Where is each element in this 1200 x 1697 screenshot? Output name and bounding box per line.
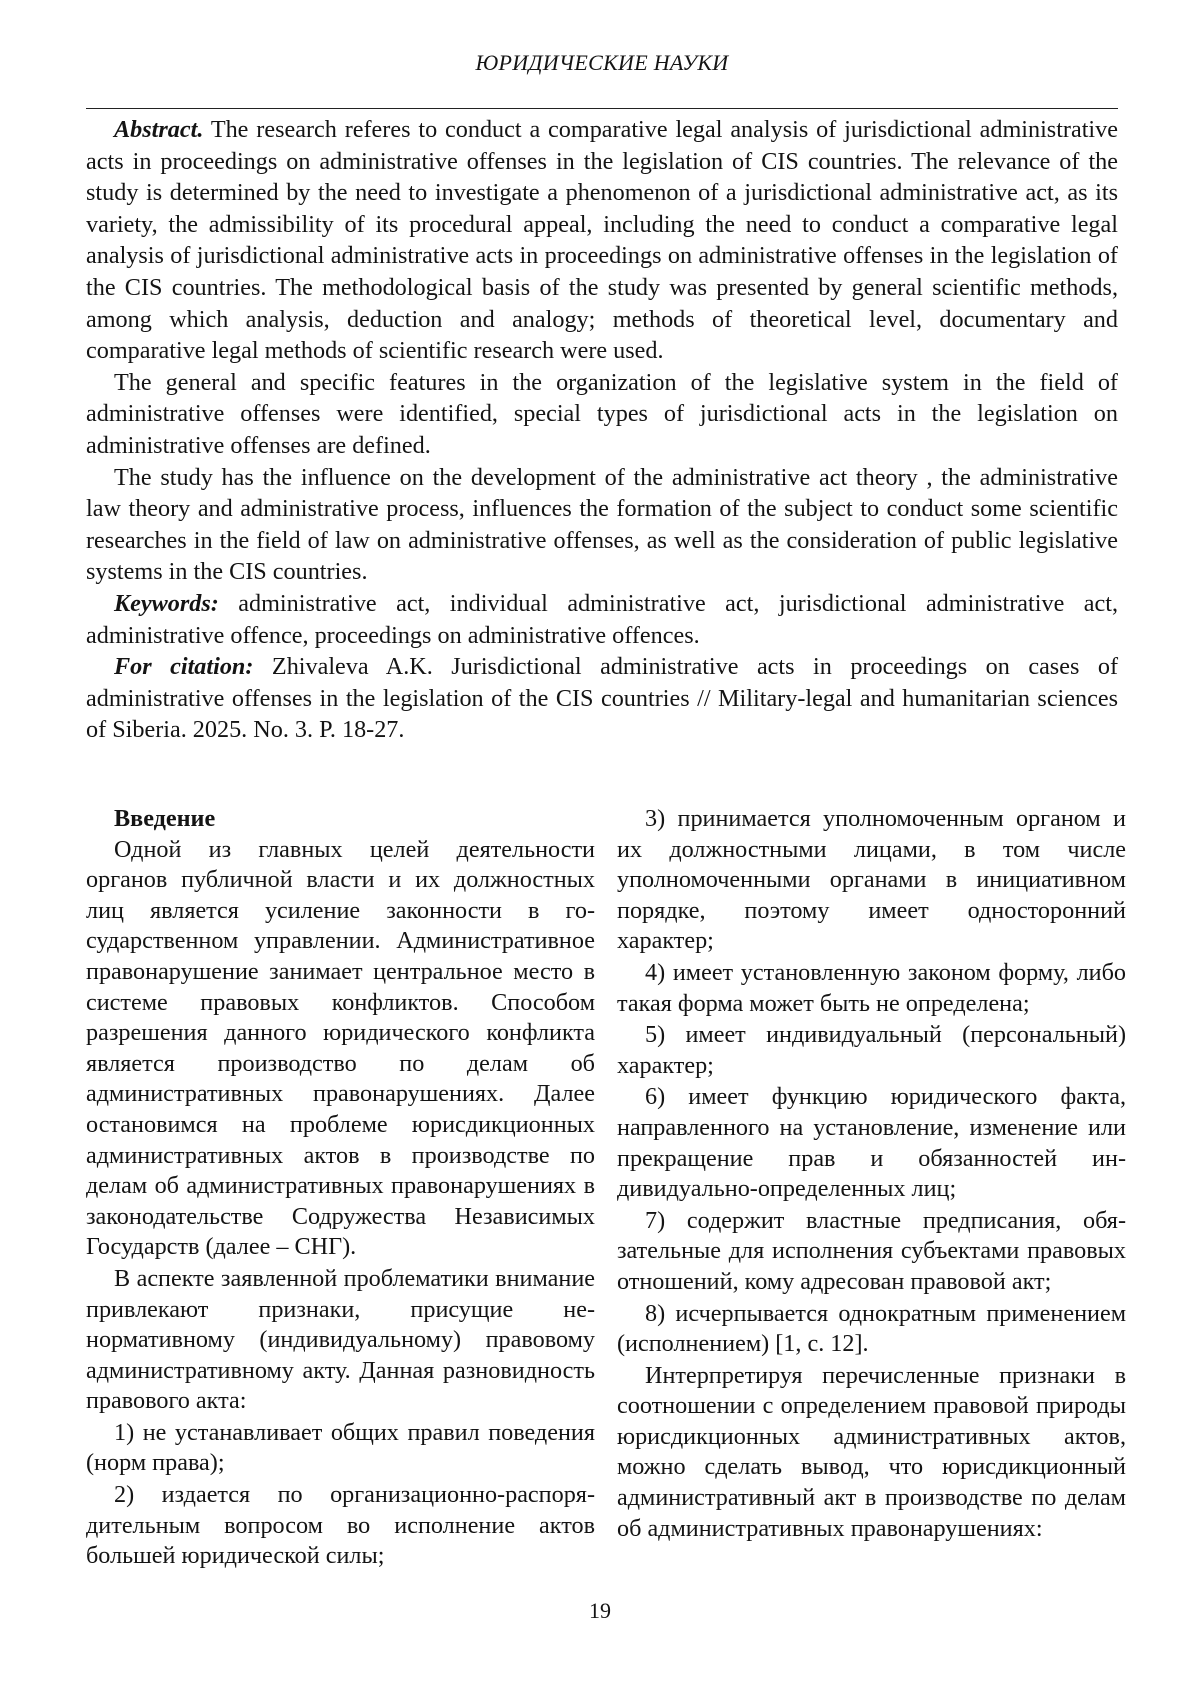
list-item: 5) имеет индивидуальный (персональный) характер; [617,1021,1126,1079]
keywords-text: administrative act, individual administrative act, jurisdictional administrative act, administrative offence, proceedings on administrative offences. [86,589,1119,649]
page-number: 19 [589,1598,611,1623]
abstract-text-1: The research referes to conduct a comparative legal analysis of jurisdictional administrative acts in proceedings on administrative offenses in the legislation of CIS countries. The relevance of the study is determined by the need to investigate a phenomenon of a jurisdictional administrative act, as its variety, the admissibility of its procedural appeal, including the need to conduct a comparative legal analysis of jurisdictional administrative acts in proceedings on administrative offenses in the legislation of the CIS countries. The methodological basis of the study was presented by general scientific methods, among which analysis, deduction and analogy; methods of theoretical level, documentary and comparative legal methods of scientific research were used. [86,116,1118,365]
list-item: 1) не устанавливает общих правил поведения (норм права); [86,1418,595,1477]
keywords-paragraph [86,588,1118,651]
abstract-block [86,114,1118,746]
running-header: ЮРИДИЧЕСКИЕ НАУКИ [475,50,729,75]
list-item: 7) содержит властные предписания, обязательные для исполнения субъектами правовых отношений, кому адресован правовой акт; [617,1206,1126,1295]
abstract-paragraph [86,114,1118,367]
list-item: 8) исчерпывается однократным применением (исполнением) [1, с. 12]. [617,1299,1126,1358]
body-column-left [86,804,595,1573]
citation-label: For citation: [114,653,254,681]
section-heading: Введение [114,805,216,832]
list-item: 6) имеет функцию юридического факта, направленного на установление, изменение или прекращение прав и обязанностей индивидуально-определенных лиц; [617,1083,1126,1203]
abstract-label: Abstract. [114,116,204,143]
keywords-label: Keywords: [114,589,219,617]
list-item: 2) издается по организационно-распорядительным вопросом во исполнение актов большей юридической силы; [86,1481,595,1570]
body-paragraph: Интерпретируя перечисленные признаки в соотношении с определением правовой природы юрисдикционных административных актов, можно сделать вывод, что юрисдикционный административный акт в производстве по делам об административных правонарушениях: [617,1361,1126,1542]
abstract-paragraph: The general and specific features in the organization of the legislative system in the field of administrative offenses were identified, special types of jurisdictional acts in the legislation on administrative offenses are defined. [86,368,1118,459]
citation-text: Zhivaleva A.K. Jurisdictional administrative acts in proceedings on cases of administrative offenses in the legislation of the CIS countries // Military-legal and humanitarian sciences of Siberia. 2025. No. 3. P. 18-27. [86,653,1118,744]
body-paragraph: Одной из главных целей деятельности органов публичной власти и их должностных лиц является усиление законности в государственном управлении. Административное правонарушение занимает центральное место в системе правовых конфликтов. Способом разрешения данного юридического конфликта является производство по делам об административных правонарушениях. Далее остановимся на проблеме юрисдикционных административных актов в производстве по делам об административных правонарушениях в законодательстве Содружества Независимых Государств (далее – СНГ). [86,835,595,1261]
list-item: 3) принимается уполномоченным органом и их должностными лицами, в том числе уполномоченными органами в инициативном порядке, поэтому имеет односторонний характер; [617,805,1126,955]
body-paragraph: В аспекте заявленной проблематики внимание привлекают признаки, присущие ненормативному (индивидуальному) правовому административному акту. Данная разновидность правового акта: [86,1264,595,1415]
body-column-right [617,804,1126,1545]
header-rule [86,108,1118,109]
list-item: 4) имеет установленную законом форму, либо такая форма может быть не определена; [617,958,1126,1017]
citation-paragraph [86,651,1118,746]
abstract-paragraph: The study has the influence on the development of the administrative act theory , the administrative law theory and administrative process, influences the formation of the subject to conduct some scientific researches in the field of law on administrative offenses, as well as the consideration of public legislative systems in the CIS countries. [86,463,1118,586]
